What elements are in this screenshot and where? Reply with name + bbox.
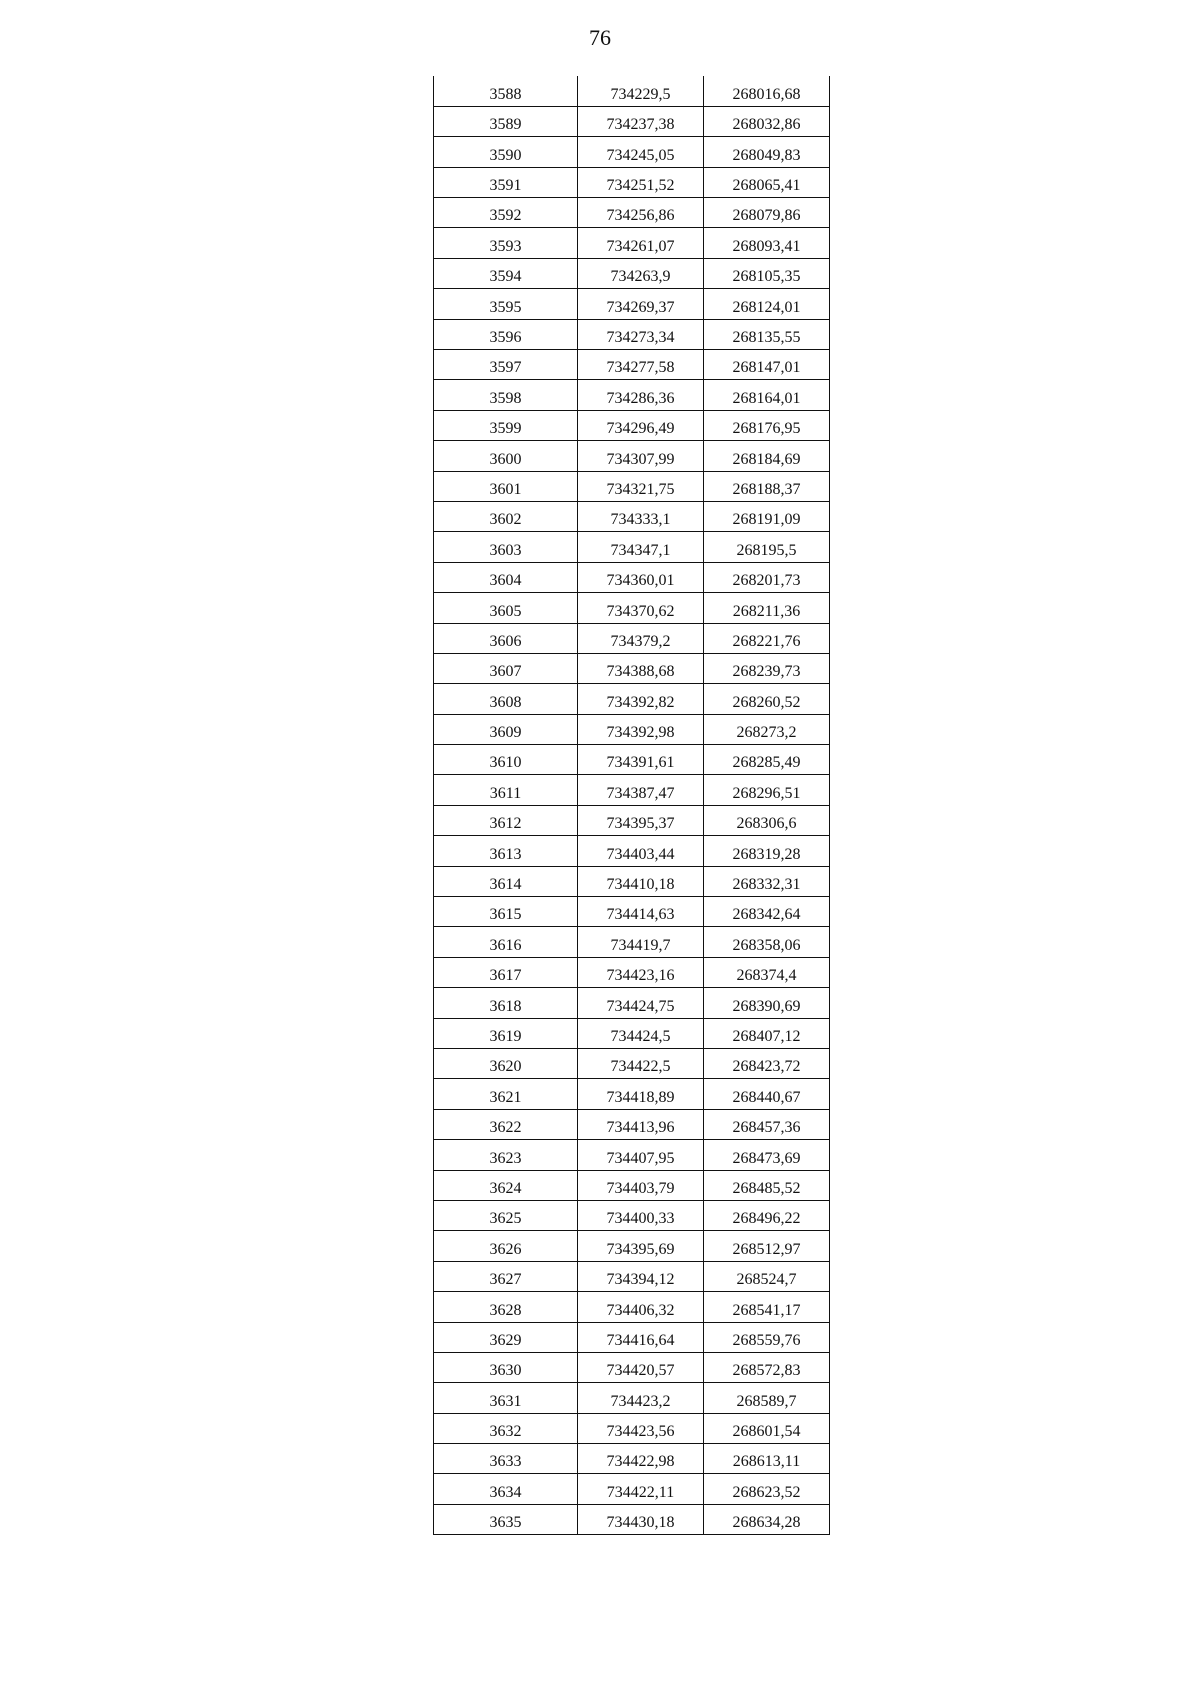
table-row — [434, 1170, 830, 1200]
point-number-cell: 3598 — [434, 380, 578, 410]
point-number-cell: 3603 — [434, 532, 578, 562]
point-number-cell: 3621 — [434, 1079, 578, 1109]
point-number-cell: 3613 — [434, 836, 578, 866]
point-number-cell: 3601 — [434, 471, 578, 501]
y-coordinate-cell: 268211,36 — [704, 593, 830, 623]
x-coordinate-cell: 734321,75 — [578, 471, 704, 501]
table-row — [434, 1292, 830, 1322]
y-coordinate-cell: 268407,12 — [704, 1018, 830, 1048]
point-number-cell: 3635 — [434, 1504, 578, 1534]
table-row — [434, 562, 830, 592]
table-row — [434, 1261, 830, 1291]
y-coordinate-cell: 268601,54 — [704, 1413, 830, 1443]
y-coordinate-cell: 268065,41 — [704, 167, 830, 197]
y-coordinate-cell: 268306,6 — [704, 805, 830, 835]
table-row — [434, 228, 830, 258]
table-row — [434, 289, 830, 319]
y-coordinate-cell: 268184,69 — [704, 441, 830, 471]
point-number-cell: 3604 — [434, 562, 578, 592]
point-number-cell: 3614 — [434, 866, 578, 896]
table-row — [434, 380, 830, 410]
point-number-cell: 3610 — [434, 745, 578, 775]
y-coordinate-cell: 268390,69 — [704, 988, 830, 1018]
x-coordinate-cell: 734333,1 — [578, 501, 704, 531]
point-number-cell: 3589 — [434, 106, 578, 136]
point-number-cell: 3619 — [434, 1018, 578, 1048]
y-coordinate-cell: 268285,49 — [704, 745, 830, 775]
y-coordinate-cell: 268332,31 — [704, 866, 830, 896]
point-number-cell: 3623 — [434, 1140, 578, 1170]
table-row — [434, 684, 830, 714]
x-coordinate-cell: 734391,61 — [578, 745, 704, 775]
x-coordinate-cell: 734261,07 — [578, 228, 704, 258]
x-coordinate-cell: 734392,98 — [578, 714, 704, 744]
point-number-cell: 3605 — [434, 593, 578, 623]
table-row — [434, 410, 830, 440]
point-number-cell: 3602 — [434, 501, 578, 531]
table-row — [434, 775, 830, 805]
point-number-cell: 3593 — [434, 228, 578, 258]
point-number-cell: 3620 — [434, 1049, 578, 1079]
y-coordinate-cell: 268135,55 — [704, 319, 830, 349]
point-number-cell: 3631 — [434, 1383, 578, 1413]
y-coordinate-cell: 268319,28 — [704, 836, 830, 866]
y-coordinate-cell: 268524,7 — [704, 1261, 830, 1291]
point-number-cell: 3618 — [434, 988, 578, 1018]
y-coordinate-cell: 268191,09 — [704, 501, 830, 531]
point-number-cell: 3607 — [434, 653, 578, 683]
point-number-cell: 3616 — [434, 927, 578, 957]
point-number-cell: 3588 — [434, 76, 578, 106]
point-number-cell: 3596 — [434, 319, 578, 349]
x-coordinate-cell: 734403,44 — [578, 836, 704, 866]
y-coordinate-cell: 268473,69 — [704, 1140, 830, 1170]
x-coordinate-cell: 734419,7 — [578, 927, 704, 957]
x-coordinate-cell: 734277,58 — [578, 350, 704, 380]
y-coordinate-cell: 268176,95 — [704, 410, 830, 440]
point-number-cell: 3597 — [434, 350, 578, 380]
point-number-cell: 3600 — [434, 441, 578, 471]
table-row — [434, 1049, 830, 1079]
x-coordinate-cell: 734424,75 — [578, 988, 704, 1018]
x-coordinate-cell: 734406,32 — [578, 1292, 704, 1322]
table-row — [434, 1231, 830, 1261]
y-coordinate-cell: 268457,36 — [704, 1109, 830, 1139]
point-number-cell: 3615 — [434, 897, 578, 927]
table-row — [434, 1140, 830, 1170]
point-number-cell: 3625 — [434, 1200, 578, 1230]
table-row — [434, 471, 830, 501]
x-coordinate-cell: 734418,89 — [578, 1079, 704, 1109]
y-coordinate-cell: 268188,37 — [704, 471, 830, 501]
x-coordinate-cell: 734424,5 — [578, 1018, 704, 1048]
y-coordinate-cell: 268358,06 — [704, 927, 830, 957]
y-coordinate-cell: 268049,83 — [704, 137, 830, 167]
table-row — [434, 927, 830, 957]
table-row — [434, 1018, 830, 1048]
table-row — [434, 593, 830, 623]
x-coordinate-cell: 734414,63 — [578, 897, 704, 927]
x-coordinate-cell: 734263,9 — [578, 258, 704, 288]
point-number-cell: 3606 — [434, 623, 578, 653]
y-coordinate-cell: 268032,86 — [704, 106, 830, 136]
table-row — [434, 653, 830, 683]
point-number-cell: 3590 — [434, 137, 578, 167]
x-coordinate-cell: 734388,68 — [578, 653, 704, 683]
x-coordinate-cell: 734395,37 — [578, 805, 704, 835]
point-number-cell: 3609 — [434, 714, 578, 744]
table-row — [434, 532, 830, 562]
table-row — [434, 319, 830, 349]
y-coordinate-cell: 268634,28 — [704, 1504, 830, 1534]
x-coordinate-cell: 734403,79 — [578, 1170, 704, 1200]
table-row — [434, 1504, 830, 1534]
y-coordinate-cell: 268541,17 — [704, 1292, 830, 1322]
x-coordinate-cell: 734422,11 — [578, 1474, 704, 1504]
x-coordinate-cell: 734423,2 — [578, 1383, 704, 1413]
x-coordinate-cell: 734400,33 — [578, 1200, 704, 1230]
x-coordinate-cell: 734237,38 — [578, 106, 704, 136]
y-coordinate-cell: 268496,22 — [704, 1200, 830, 1230]
table-row — [434, 1079, 830, 1109]
x-coordinate-cell: 734422,98 — [578, 1444, 704, 1474]
x-coordinate-cell: 734430,18 — [578, 1504, 704, 1534]
table-row — [434, 805, 830, 835]
table-row — [434, 1474, 830, 1504]
point-number-cell: 3592 — [434, 198, 578, 228]
table-row — [434, 1413, 830, 1443]
x-coordinate-cell: 734286,36 — [578, 380, 704, 410]
y-coordinate-cell: 268260,52 — [704, 684, 830, 714]
point-number-cell: 3630 — [434, 1352, 578, 1382]
y-coordinate-cell: 268613,11 — [704, 1444, 830, 1474]
x-coordinate-cell: 734379,2 — [578, 623, 704, 653]
x-coordinate-cell: 734395,69 — [578, 1231, 704, 1261]
x-coordinate-cell: 734420,57 — [578, 1352, 704, 1382]
x-coordinate-cell: 734251,52 — [578, 167, 704, 197]
point-number-cell: 3617 — [434, 957, 578, 987]
table-row — [434, 350, 830, 380]
y-coordinate-cell: 268016,68 — [704, 76, 830, 106]
table-row — [434, 106, 830, 136]
table-row — [434, 957, 830, 987]
point-number-cell: 3612 — [434, 805, 578, 835]
table-row — [434, 1322, 830, 1352]
y-coordinate-cell: 268239,73 — [704, 653, 830, 683]
x-coordinate-cell: 734256,86 — [578, 198, 704, 228]
table-row — [434, 988, 830, 1018]
y-coordinate-cell: 268221,76 — [704, 623, 830, 653]
x-coordinate-cell: 734273,34 — [578, 319, 704, 349]
point-number-cell: 3594 — [434, 258, 578, 288]
point-number-cell: 3633 — [434, 1444, 578, 1474]
point-number-cell: 3611 — [434, 775, 578, 805]
coordinates-table-body — [434, 76, 830, 1535]
x-coordinate-cell: 734394,12 — [578, 1261, 704, 1291]
table-row — [434, 897, 830, 927]
point-number-cell: 3634 — [434, 1474, 578, 1504]
x-coordinate-cell: 734370,62 — [578, 593, 704, 623]
x-coordinate-cell: 734347,1 — [578, 532, 704, 562]
x-coordinate-cell: 734423,56 — [578, 1413, 704, 1443]
y-coordinate-cell: 268374,4 — [704, 957, 830, 987]
x-coordinate-cell: 734407,95 — [578, 1140, 704, 1170]
table-row — [434, 745, 830, 775]
table-row — [434, 836, 830, 866]
y-coordinate-cell: 268559,76 — [704, 1322, 830, 1352]
table-row — [434, 1352, 830, 1382]
y-coordinate-cell: 268164,01 — [704, 380, 830, 410]
table-row — [434, 76, 830, 106]
table-row — [434, 198, 830, 228]
x-coordinate-cell: 734296,49 — [578, 410, 704, 440]
point-number-cell: 3622 — [434, 1109, 578, 1139]
point-number-cell: 3632 — [434, 1413, 578, 1443]
page-number: 76 — [589, 25, 611, 50]
x-coordinate-cell: 734423,16 — [578, 957, 704, 987]
point-number-cell: 3628 — [434, 1292, 578, 1322]
table-row — [434, 1383, 830, 1413]
table-row — [434, 1444, 830, 1474]
x-coordinate-cell: 734422,5 — [578, 1049, 704, 1079]
table-row — [434, 866, 830, 896]
table-row — [434, 441, 830, 471]
table-row — [434, 501, 830, 531]
y-coordinate-cell: 268147,01 — [704, 350, 830, 380]
y-coordinate-cell: 268201,73 — [704, 562, 830, 592]
y-coordinate-cell: 268440,67 — [704, 1079, 830, 1109]
point-number-cell: 3599 — [434, 410, 578, 440]
x-coordinate-cell: 734245,05 — [578, 137, 704, 167]
x-coordinate-cell: 734269,37 — [578, 289, 704, 319]
x-coordinate-cell: 734307,99 — [578, 441, 704, 471]
y-coordinate-cell: 268623,52 — [704, 1474, 830, 1504]
table-row — [434, 167, 830, 197]
x-coordinate-cell: 734229,5 — [578, 76, 704, 106]
x-coordinate-cell: 734416,64 — [578, 1322, 704, 1352]
x-coordinate-cell: 734392,82 — [578, 684, 704, 714]
x-coordinate-cell: 734410,18 — [578, 866, 704, 896]
point-number-cell: 3629 — [434, 1322, 578, 1352]
y-coordinate-cell: 268572,83 — [704, 1352, 830, 1382]
table-row — [434, 137, 830, 167]
y-coordinate-cell: 268124,01 — [704, 289, 830, 319]
point-number-cell: 3627 — [434, 1261, 578, 1291]
coordinates-table — [433, 76, 830, 1535]
y-coordinate-cell: 268342,64 — [704, 897, 830, 927]
y-coordinate-cell: 268512,97 — [704, 1231, 830, 1261]
table-row — [434, 258, 830, 288]
point-number-cell: 3626 — [434, 1231, 578, 1261]
y-coordinate-cell: 268093,41 — [704, 228, 830, 258]
point-number-cell: 3591 — [434, 167, 578, 197]
point-number-cell: 3624 — [434, 1170, 578, 1200]
y-coordinate-cell: 268423,72 — [704, 1049, 830, 1079]
point-number-cell: 3595 — [434, 289, 578, 319]
y-coordinate-cell: 268485,52 — [704, 1170, 830, 1200]
x-coordinate-cell: 734413,96 — [578, 1109, 704, 1139]
x-coordinate-cell: 734360,01 — [578, 562, 704, 592]
table-row — [434, 1109, 830, 1139]
x-coordinate-cell: 734387,47 — [578, 775, 704, 805]
point-number-cell: 3608 — [434, 684, 578, 714]
y-coordinate-cell: 268273,2 — [704, 714, 830, 744]
y-coordinate-cell: 268195,5 — [704, 532, 830, 562]
y-coordinate-cell: 268079,86 — [704, 198, 830, 228]
y-coordinate-cell: 268589,7 — [704, 1383, 830, 1413]
table-row — [434, 623, 830, 653]
y-coordinate-cell: 268105,35 — [704, 258, 830, 288]
table-row — [434, 1200, 830, 1230]
y-coordinate-cell: 268296,51 — [704, 775, 830, 805]
table-row — [434, 714, 830, 744]
